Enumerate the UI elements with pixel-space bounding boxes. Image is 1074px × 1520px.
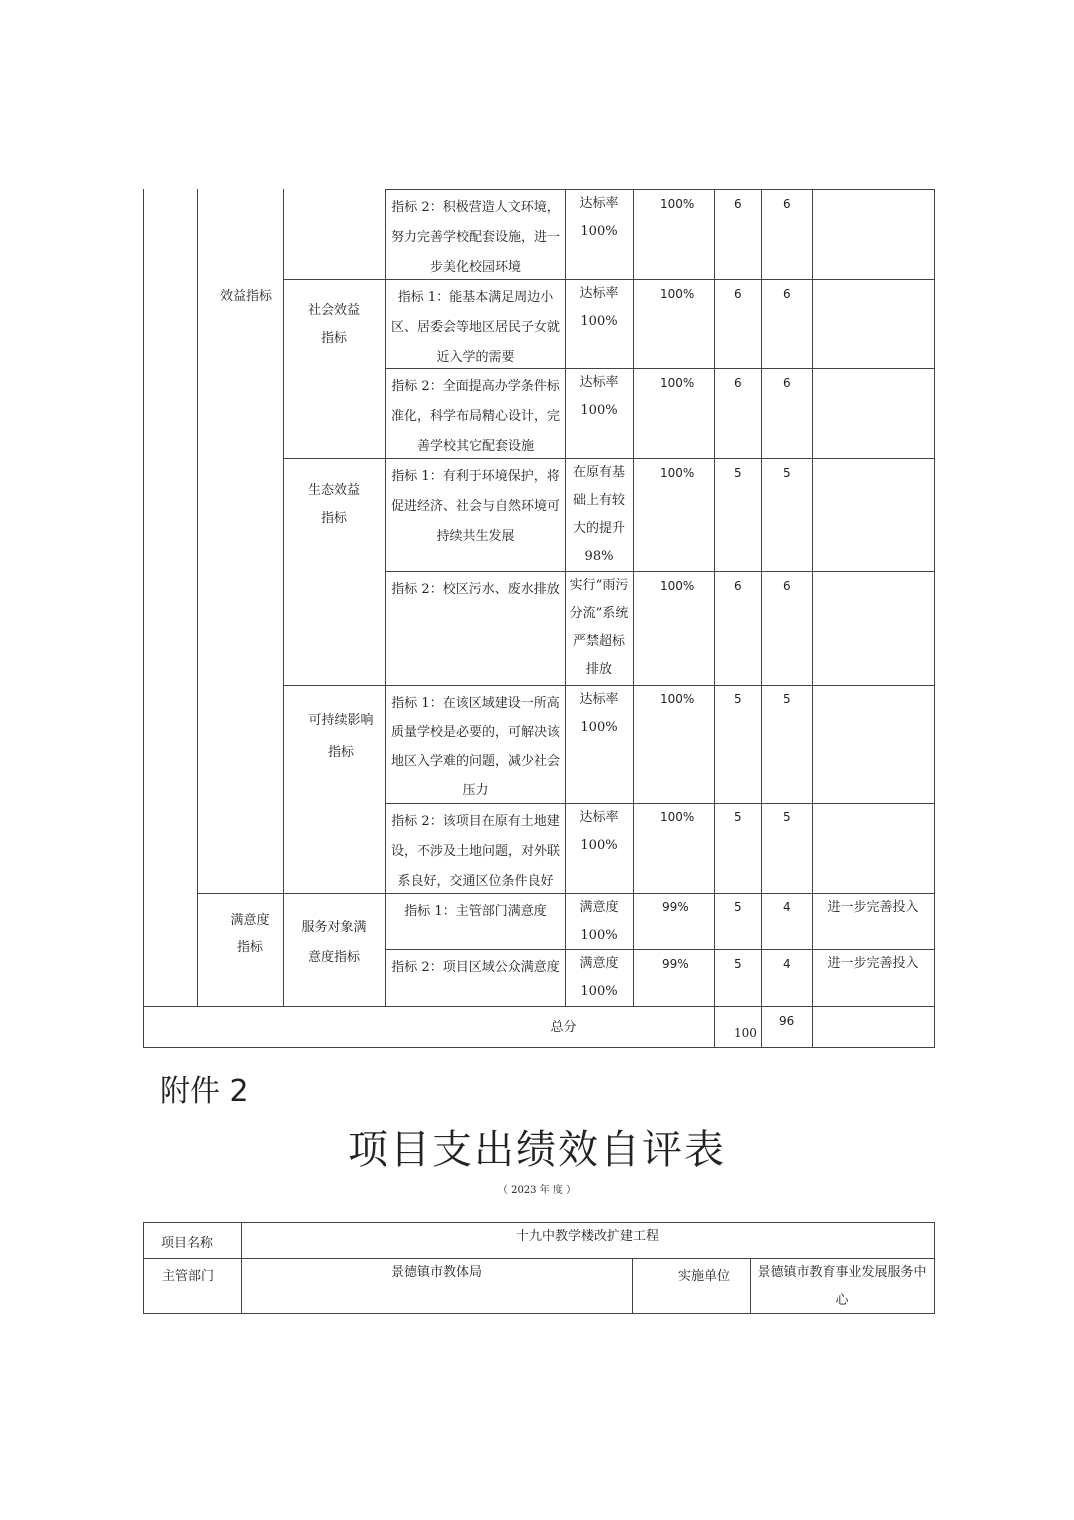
text-line: 设，不涉及土地问题，对外联: [390, 844, 560, 859]
label-line: 可持续影响: [308, 713, 374, 728]
level2-sustain-label: [290, 705, 392, 769]
text-line: 指标 1：能基本满足周边小: [397, 290, 554, 305]
level2-social-label: [283, 297, 385, 353]
weight-value: 6: [734, 197, 742, 211]
attachment-label: 附件 2: [160, 1074, 249, 1109]
actual-value: 100%: [660, 287, 695, 301]
text-line: 指标 2：全面提高办学条件标: [391, 379, 560, 394]
text-line: 达标率: [579, 810, 619, 825]
indicator-cell: [386, 897, 565, 927]
remark-cell: 进一步完善投入: [827, 900, 919, 915]
weight-value: 5: [734, 692, 742, 706]
indicator-cell: [386, 372, 565, 462]
text-line: 努力完善学校配套设施，进一: [390, 230, 560, 245]
text-line: 准化，科学布局精心设计，完: [390, 409, 560, 424]
standard-cell: [565, 280, 633, 336]
weight-value: 6: [734, 376, 742, 390]
text-line: 指标 2：项目区域公众满意度: [391, 960, 560, 975]
remark-cell: 进一步完善投入: [827, 956, 919, 971]
table-border: [143, 189, 144, 1048]
score-value: 6: [783, 287, 791, 301]
score-value: 5: [783, 810, 791, 824]
table-border: [934, 1222, 935, 1314]
level1-satisfaction-label: [205, 907, 295, 961]
score-value: 6: [783, 376, 791, 390]
score-value: 6: [783, 579, 791, 593]
label-line: 服务对象满: [301, 920, 367, 935]
standard-cell: [565, 950, 633, 1006]
text-line: 100%: [580, 928, 618, 943]
actual-value: 99%: [662, 900, 689, 914]
standard-cell: [565, 894, 633, 950]
weight-value: 6: [734, 287, 742, 301]
indicator-cell: [386, 283, 565, 373]
text-line: 在原有基: [572, 465, 625, 480]
standard-cell: [565, 369, 633, 425]
table-border: [633, 189, 634, 1006]
text-line: 100%: [580, 720, 618, 735]
total-weight: 100: [734, 1026, 757, 1040]
text-line: 达标率: [579, 196, 619, 211]
text-line: 100%: [580, 314, 618, 329]
label-line: 生态效益: [307, 483, 360, 498]
text-line: 严禁超标: [572, 634, 625, 649]
actual-value: 100%: [660, 810, 695, 824]
standard-cell: [565, 572, 633, 684]
row-divider: [385, 189, 935, 190]
text-line: 压力: [462, 783, 489, 798]
standard-cell: [565, 804, 633, 860]
label-line: 指标: [320, 331, 347, 346]
actual-value: 99%: [662, 957, 689, 971]
row-divider: [385, 571, 935, 572]
text-line: 础上有较: [572, 493, 625, 508]
text-line: 实行“雨污: [569, 578, 629, 593]
impl-value: [750, 1259, 934, 1315]
text-line: 步美化校园环境: [429, 260, 521, 275]
row-divider: [143, 1047, 935, 1048]
indicator-cell: [386, 689, 565, 805]
text-line: 分流”系统: [569, 606, 629, 621]
text-line: 排放: [585, 662, 612, 677]
label-line: 指标: [327, 745, 354, 760]
text-line: 促进经济、社会与自然环境可: [390, 499, 560, 514]
year-line: （ 2023 年 度 ）: [497, 1185, 577, 1196]
impl-label: 实施单位: [677, 1269, 730, 1284]
label-line: 社会效益: [307, 303, 360, 318]
table-border: [714, 189, 715, 1048]
text-line: 指标 2：该项目在原有土地建: [391, 814, 560, 829]
level2-eco-label: [283, 477, 385, 533]
text-line: 近入学的需要: [436, 350, 515, 365]
weight-value: 5: [734, 957, 742, 971]
actual-value: 100%: [660, 692, 695, 706]
text-line: 指标 2：校区污水、废水排放: [391, 582, 560, 597]
indicator-cell: [386, 953, 565, 983]
indicator-cell: [386, 462, 565, 552]
weight-value: 6: [734, 579, 742, 593]
text-line: 100%: [580, 838, 618, 853]
text-line: 质量学校是必要的，可解决该: [390, 725, 560, 740]
text-line: 100%: [580, 224, 618, 239]
form-title: 项目支出绩效自评表: [348, 1127, 726, 1173]
score-value: 4: [783, 957, 791, 971]
actual-value: 100%: [660, 579, 695, 593]
level1-benefit-label: 效益指标: [219, 289, 272, 304]
table-border: [761, 189, 762, 1048]
actual-value: 100%: [660, 376, 695, 390]
score-value: 5: [783, 466, 791, 480]
text-line: 指标 2：积极营造人文环境，: [391, 200, 560, 215]
score-value: 5: [783, 692, 791, 706]
project-name-label: 项目名称: [160, 1236, 213, 1251]
score-value: 6: [783, 197, 791, 211]
dept-label: 主管部门: [161, 1269, 214, 1284]
text-line: 100%: [580, 984, 618, 999]
row-divider: [143, 1006, 935, 1007]
text-line: 持续共生发展: [436, 529, 515, 544]
text-line: 100%: [580, 403, 618, 418]
text-line: 景德镇市教育事业发展服务中: [757, 1265, 927, 1280]
dept-value: 景德镇市教体局: [390, 1265, 482, 1280]
text-line: 指标 1：主管部门满意度: [404, 904, 547, 919]
label-line: 满意度: [230, 913, 270, 928]
text-line: 指标 1：有利于环境保护，将: [391, 469, 560, 484]
label-line: 意度指标: [307, 950, 360, 965]
indicator-cell: [386, 575, 565, 605]
weight-value: 5: [734, 466, 742, 480]
text-line: 98%: [584, 549, 614, 564]
text-line: 心: [835, 1293, 849, 1308]
standard-cell: [565, 190, 633, 246]
label-line: 指标: [236, 940, 263, 955]
score-value: 4: [783, 900, 791, 914]
table-border: [934, 189, 935, 1048]
text-line: 满意度: [579, 956, 619, 971]
standard-cell: [565, 459, 633, 571]
text-line: 满意度: [579, 900, 619, 915]
text-line: 达标率: [579, 692, 619, 707]
actual-value: 100%: [660, 197, 695, 211]
indicator-cell: [386, 807, 565, 897]
text-line: 区、居委会等地区居民子女就: [390, 320, 560, 335]
text-line: 大的提升: [572, 521, 625, 536]
level2-service-label: [283, 913, 385, 973]
weight-value: 5: [734, 810, 742, 824]
label-line: 指标: [320, 511, 347, 526]
total-score: 96: [779, 1014, 795, 1028]
text-line: 地区入学难的问题，减少社会: [390, 754, 560, 769]
text-line: 善学校其它配套设施: [416, 439, 534, 454]
project-name-value: 十九中教学楼改扩建工程: [515, 1229, 659, 1244]
actual-value: 100%: [660, 466, 695, 480]
weight-value: 5: [734, 900, 742, 914]
standard-cell: [565, 686, 633, 742]
indicator-cell: [386, 193, 565, 283]
table-border: [197, 189, 198, 1006]
text-line: 达标率: [579, 375, 619, 390]
text-line: 系良好，交通区位条件良好: [397, 874, 554, 889]
text-line: 指标 1：在该区域建设一所高: [391, 696, 560, 711]
total-label: 总分: [550, 1020, 577, 1035]
text-line: 达标率: [579, 286, 619, 301]
